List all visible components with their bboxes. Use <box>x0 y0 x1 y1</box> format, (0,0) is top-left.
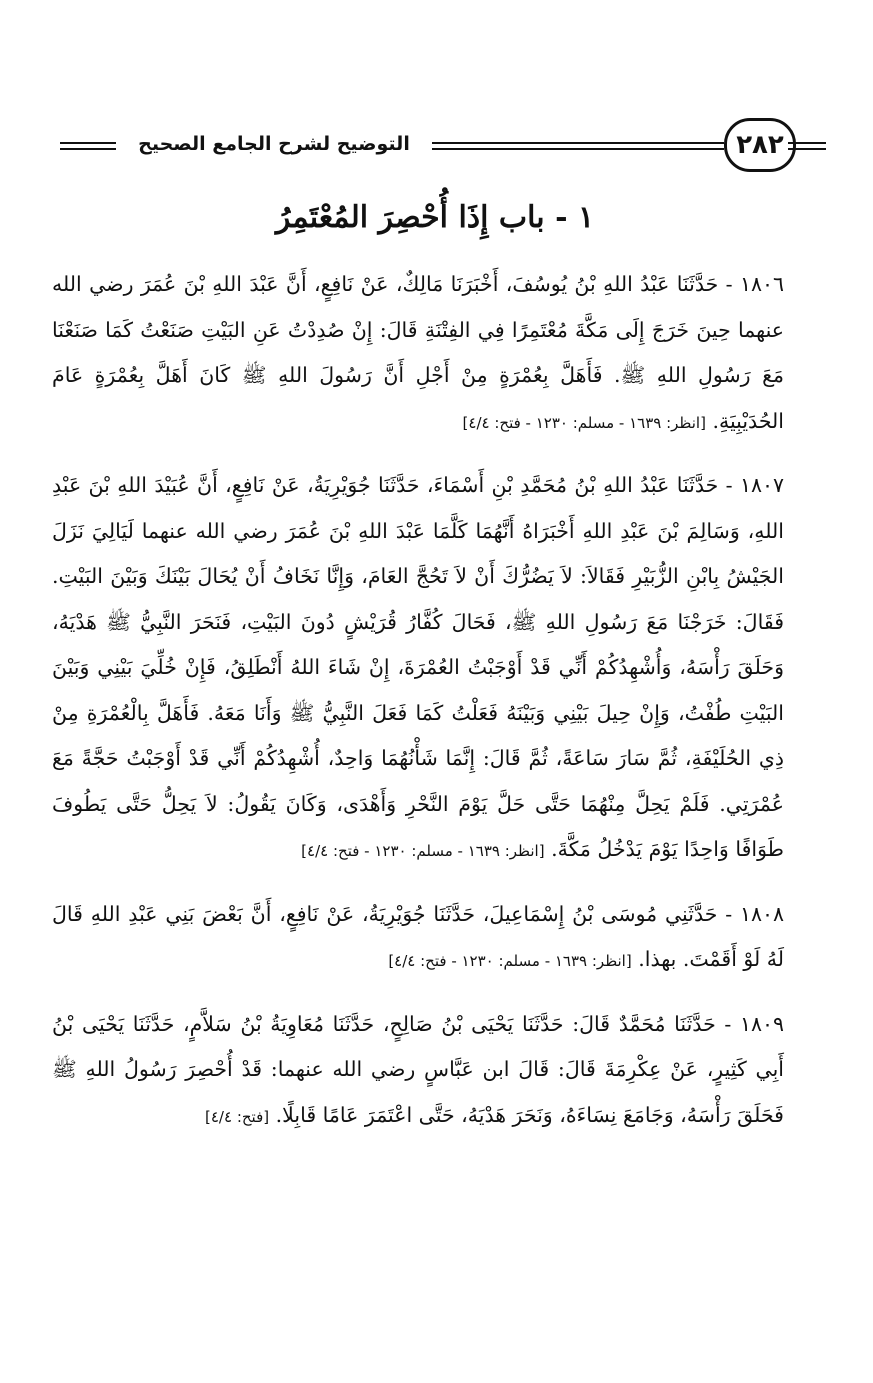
hadith-reference: [فتح: ٤/٤] <box>205 1107 270 1126</box>
hadith-reference: [انظر: ١٦٣٩ - مسلم: ١٢٣٠ - فتح: ٤/٤] <box>301 842 545 860</box>
running-title: التوضيح لشرح الجامع الصحيح <box>138 133 410 155</box>
hadith-paragraph-1808 <box>52 892 784 985</box>
page-body <box>52 262 784 1157</box>
hadith-text: ١٨٠٩ - حَدَّثَنَا مُحَمَّدٌ قَالَ: حَدَّثَنَا يَحْيَى بْنُ صَالِحٍ، حَدَّثَنَا مُعَاوِيَةُ بْنُ سَلاَّمٍ، حَدَّثَنَا يَحْيَى بْنُ أَبِي كَثِيرٍ، عَنْ عِكْرِمَةَ قَالَ: قَالَ ابن عَبَّاسٍ رضي الله عنهما: قَدْ أُحْصِرَ رَسُولُ اللهِ ﷺ فَحَلَقَ رَأْسَهُ، وَجَامَعَ نِسَاءَهُ، وَنَحَرَ هَدْيَهُ، حَتَّى اعْتَمَرَ عَامًا قَابِلًا. <box>52 1011 784 1127</box>
page-number: ٢٨٢ <box>724 118 796 172</box>
hadith-paragraph-1809 <box>52 1002 784 1141</box>
header-rule-right <box>788 142 826 150</box>
hadith-text: ١٨٠٦ - حَدَّثَنَا عَبْدُ اللهِ بْنُ يُوسُفَ، أَخْبَرَنَا مَالِكٌ، عَنْ نَافِعٍ، أَنَّ عَبْدَ اللهِ بْنَ عُمَرَ رضي الله عنهما حِينَ خَرَجَ إِلَى مَكَّةَ مُعْتَمِرًا فِي الفِتْنَةِ قَالَ: إِنْ صُدِدْتُ عَنِ البَيْتِ صَنَعْتُ كَمَا صَنَعْنَا مَعَ رَسُولِ اللهِ ﷺ. فَأَهَلَّ بِعُمْرَةٍ مِنْ أَجْلِ أَنَّ رَسُولَ اللهِ ﷺ كَانَ أَهَلَّ بِعُمْرَةٍ عَامَ الحُدَيْبِيَةِ. <box>52 272 784 433</box>
hadith-paragraph-1806 <box>52 262 784 446</box>
hadith-reference: [انظر: ١٦٣٩ - مسلم: ١٢٣٠ - فتح: ٤/٤] <box>388 952 632 970</box>
chapter-title: ١ - باب إِذَا أُحْصِرَ المُعْتَمِرُ <box>275 200 595 235</box>
header-rule-left <box>60 142 116 150</box>
hadith-paragraph-1807 <box>52 463 784 875</box>
header-rule-middle <box>432 142 724 150</box>
hadith-reference: [انظر: ١٦٣٩ - مسلم: ١٢٣٠ - فتح: ٤/٤] <box>462 413 706 432</box>
page-header <box>48 118 808 178</box>
hadith-text: ١٨٠٨ - حَدَّثَنِي مُوسَى بْنُ إِسْمَاعِيلَ، حَدَّثَنَا جُوَيْرِيَةُ، عَنْ نَافِعٍ، أَنَّ بَعْضَ بَنِي عَبْدِ اللهِ قَالَ لَهُ لَوْ أَقَمْتَ. بهذا. <box>52 901 784 971</box>
hadith-text: ١٨٠٧ - حَدَّثَنَا عَبْدُ اللهِ بْنُ مُحَمَّدِ بْنِ أَسْمَاءَ، حَدَّثَنَا جُوَيْرِيَةُ، عَنْ نَافِعٍ، أَنَّ عُبَيْدَ اللهِ بْنَ عَبْدِ اللهِ، وَسَالِمَ بْنَ عَبْدِ اللهِ أَخْبَرَاهُ أَنَّهُمَا كَلَّمَا عَبْدَ اللهِ بْنَ عُمَرَ رضي الله عنهما لَيَالِيَ نَزَلَ الجَيْشُ بِابْنِ الزُّبَيْرِ فَقَالاَ: لاَ يَضُرُّكَ أَنْ لاَ تَحُجَّ العَامَ، وَإِنَّا نَخَافُ أَنْ يُحَالَ بَيْنَكَ وَبَيْنَ البَيْتِ. فَقَالَ: خَرَجْنَا مَعَ رَسُولِ اللهِ ﷺ، فَحَالَ كُفَّارُ قُرَيْشٍ دُونَ البَيْتِ، فَنَحَرَ النَّبِيُّ ﷺ هَدْيَهُ، وَحَلَقَ رَأْسَهُ، وَأُشْهِدُكُمْ أَنِّي قَدْ أَوْجَبْتُ العُمْرَةَ، إِنْ شَاءَ اللهُ أَنْطَلِقُ، فَإِنْ خُلِّيَ بَيْنِي وَبَيْنَ البَيْتِ طُفْتُ، وَإِنْ حِيلَ بَيْنِي وَبَيْنَهُ فَعَلْتُ كَمَا فَعَلَ النَّبِيُّ ﷺ وَأَنَا مَعَهُ. فَأَهَلَّ بِالْعُمْرَةِ مِنْ ذِي الحُلَيْفَةِ، ثُمَّ سَارَ سَاعَةً، ثُمَّ قَالَ: إِنَّمَا شَأْنُهُمَا وَاحِدٌ، أُشْهِدُكُمْ أَنِّي قَدْ أَوْجَبْتُ حَجَّةً مَعَ عُمْرَتِي. فَلَمْ يَحِلَّ مِنْهُمَا حَتَّى حَلَّ يَوْمَ النَّحْرِ وَأَهْدَى، وَكَانَ يَقُولُ: لاَ يَحِلُّ حَتَّى يَطُوفَ طَوَافًا وَاحِدًا يَوْمَ يَدْخُلُ مَكَّةَ. <box>52 473 784 861</box>
